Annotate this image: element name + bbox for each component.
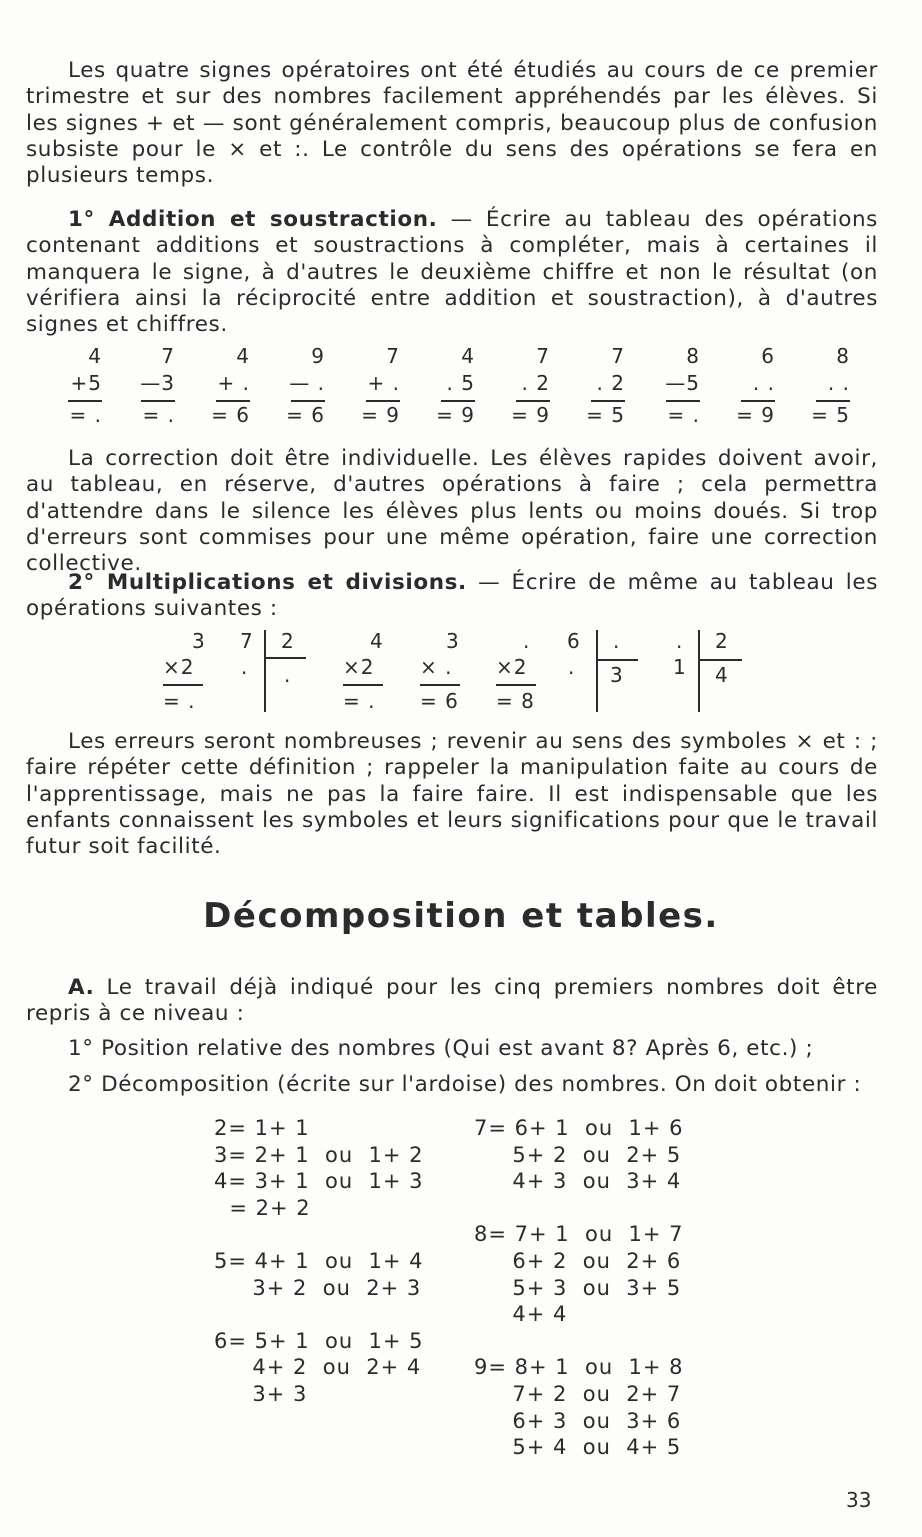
mult3-top: 3 (446, 629, 460, 653)
operation-middle: +5 (70, 371, 102, 395)
operation-middle: + . (217, 371, 250, 395)
operation-middle: . . (752, 371, 775, 395)
decomposition-line: 5+ 2 ou 2+ 5 (474, 1142, 682, 1167)
operation-8 (565, 343, 625, 429)
section2-paragraph (26, 570, 878, 623)
div2-remainder: . (568, 655, 576, 679)
div3-vertical-bar (698, 630, 700, 712)
decomposition-line: 6= 5+ 1 ou 1+ 5 (214, 1328, 424, 1353)
operation-middle: . 5 (446, 371, 475, 395)
mult2-mid: ×2 (343, 655, 375, 679)
operation-result: = 5 (586, 403, 625, 427)
operation-top: 4 (88, 344, 102, 368)
div1-dividend: 7 (240, 629, 254, 653)
div3-divisor: 2 (715, 629, 729, 653)
section2-title: 2° Multiplications et divisions. (68, 570, 467, 595)
operation-result: = 5 (811, 403, 850, 427)
decomposition-line: 7= 6+ 1 ou 1+ 6 (474, 1116, 684, 1140)
operation-top: 8 (836, 344, 850, 368)
section1-text: — Écrire au tableau des opérations contenant additions et soustractions à compléter, mais à certaines il manquera le signe, à d'autres le deuxième chiffre et non le résultat (on vérifiera ainsi la réciprocité entre addition et soustraction), à d'autres signes et chiffres. (26, 207, 878, 338)
section1-title: 1° Addition et soustraction. (68, 207, 438, 232)
operation-top: 7 (611, 344, 625, 368)
page-number: 33 (846, 1488, 872, 1512)
div2-dividend: 6 (567, 629, 581, 653)
operation-7 (490, 343, 550, 429)
decomposition-line: 7+ 2 ou 2+ 7 (474, 1382, 682, 1406)
mult3-result: = 6 (420, 689, 459, 713)
operation-4 (265, 343, 325, 429)
div2-quotient: 3 (610, 663, 624, 687)
mult4-rule (496, 684, 536, 686)
decomposition-line: 4= 3+ 1 ou 1+ 3 (214, 1169, 424, 1194)
operation-3 (190, 343, 250, 429)
mult2-rule (343, 684, 383, 686)
operation-top: 9 (311, 344, 325, 368)
mult3-mid: × . (420, 655, 453, 679)
operation-top: 4 (461, 344, 475, 368)
intro-paragraph: Les quatre signes opératoires ont été étudiés au cours de ce premier trimestre et sur des nombres facilement appréhendés par les élèves. Si les signes + et — sont généralement compris, beaucoup plus de confusion subsiste pour le × et :. Le contrôle du sens des opérations se fera en plusieurs temps. (26, 58, 878, 189)
decomposition-line: 5= 4+ 1 ou 1+ 4 (214, 1249, 424, 1273)
decomposition-line: 5+ 4 ou 4+ 5 (474, 1435, 682, 1460)
operation-1 (42, 343, 102, 429)
mult3-rule (420, 684, 460, 686)
mult2-top: 4 (370, 629, 384, 653)
operation-middle: — . (289, 371, 325, 395)
operation-top: 7 (161, 344, 175, 368)
section2-text: — Écrire de même au tableau les opérations suivantes : (26, 570, 878, 622)
operation-6 (415, 343, 475, 429)
decomposition-line: 9= 8+ 1 ou 1+ 8 (474, 1355, 684, 1380)
correction-paragraph: La correction doit être individuelle. Les élèves rapides doivent avoir, au tableau, en réserve, d'autres opérations à faire ; cela permettra d'attendre dans le silence les élèves plus lents ou moins doués. Si trop d'erreurs sont commises pour une même opération, faire une correction collective. (26, 446, 878, 577)
operation-result: = 9 (436, 403, 475, 427)
div1-vertical-bar (264, 630, 266, 712)
operation-top: 6 (761, 344, 775, 368)
mult4-top: . (523, 629, 531, 653)
section-heading: Décomposition et tables. (203, 896, 719, 936)
decomposition-line: 3+ 2 ou 2+ 3 (214, 1275, 422, 1300)
decomposition-line: 5+ 3 ou 3+ 5 (474, 1275, 682, 1300)
operation-top: 4 (236, 344, 250, 368)
decomposition-line: 4+ 2 ou 2+ 4 (214, 1355, 422, 1380)
partA-paragraph (26, 975, 878, 1028)
operation-result: = . (69, 403, 102, 427)
div3-remainder: 1 (673, 655, 687, 679)
mult4-mid: ×2 (496, 655, 528, 679)
operation-result: = 6 (211, 403, 250, 427)
decomposition-line: 4+ 4 (474, 1302, 568, 1327)
operation-result: = 9 (736, 403, 775, 427)
operation-9 (640, 343, 700, 429)
operation-result: = . (142, 403, 175, 427)
decomposition-line: 2= 1+ 1 (214, 1116, 310, 1140)
operation-result: = 9 (511, 403, 550, 427)
operation-2 (115, 343, 175, 429)
operation-top: 8 (686, 344, 700, 368)
decomposition-line: 4+ 3 ou 3+ 4 (474, 1169, 682, 1194)
operation-10 (715, 343, 775, 429)
div2-vertical-bar (596, 630, 598, 712)
mult1-top: 3 (192, 629, 206, 653)
mult4-result: = 8 (496, 689, 535, 713)
operation-middle: —3 (140, 371, 175, 395)
partA-text: Le travail déjà indiqué pour les cinq premiers nombres doit être repris à ce niveau : (26, 975, 878, 1027)
partA-label: A. (68, 975, 95, 1000)
section1-paragraph (26, 207, 878, 338)
mult1-rule (163, 684, 203, 686)
operation-top: 7 (386, 344, 400, 368)
div1-quotient: . (284, 663, 292, 687)
decomposition-line: = 2+ 2 (214, 1195, 311, 1220)
operation-result: = 6 (286, 403, 325, 427)
mult1-result: = . (163, 689, 196, 713)
partA-item2: 2° Décomposition (écrite sur l'ardoise) des nombres. On doit obtenir : (68, 1072, 862, 1097)
decomposition-line: 6+ 3 ou 3+ 6 (474, 1408, 682, 1433)
div1-divisor: 2 (281, 629, 295, 653)
decomposition-line: 6+ 2 ou 2+ 6 (474, 1249, 682, 1273)
mult2-result: = . (343, 689, 376, 713)
operation-result: = 9 (361, 403, 400, 427)
div3-horizontal-bar (700, 659, 742, 661)
operation-5 (340, 343, 400, 429)
operation-top: 7 (536, 344, 550, 368)
div2-divisor: . (613, 629, 621, 653)
partA-item1: 1° Position relative des nombres (Qui est avant 8? Après 6, etc.) ; (68, 1036, 814, 1061)
mult1-mid: ×2 (163, 655, 195, 679)
decomposition-line: 3= 2+ 1 ou 1+ 2 (214, 1142, 424, 1167)
div3-quotient: 4 (715, 663, 729, 687)
decomposition-line: 8= 7+ 1 ou 1+ 7 (474, 1222, 684, 1247)
operation-middle: —5 (665, 371, 700, 395)
operation-result: = . (667, 403, 700, 427)
operation-middle: . 2 (521, 371, 550, 395)
div3-dividend: . (676, 629, 684, 653)
errors-paragraph: Les erreurs seront nombreuses ; revenir au sens des symboles × et : ; faire répéter cette définition ; rappeler la manipulation faite au cours de l'apprentissage, mais ne pas la faire faire. Il est indispensable que les enfants connaissent les symboles et leurs significations pour que le travail futur soit facilité. (26, 729, 878, 860)
div1-horizontal-bar (266, 657, 306, 659)
operation-middle: + . (367, 371, 400, 395)
operation-11 (790, 343, 850, 429)
div2-horizontal-bar (598, 659, 638, 661)
operation-middle: . . (827, 371, 850, 395)
operation-middle: . 2 (596, 371, 625, 395)
div1-remainder: . (241, 655, 249, 679)
decomposition-line: 3+ 3 (214, 1382, 308, 1406)
